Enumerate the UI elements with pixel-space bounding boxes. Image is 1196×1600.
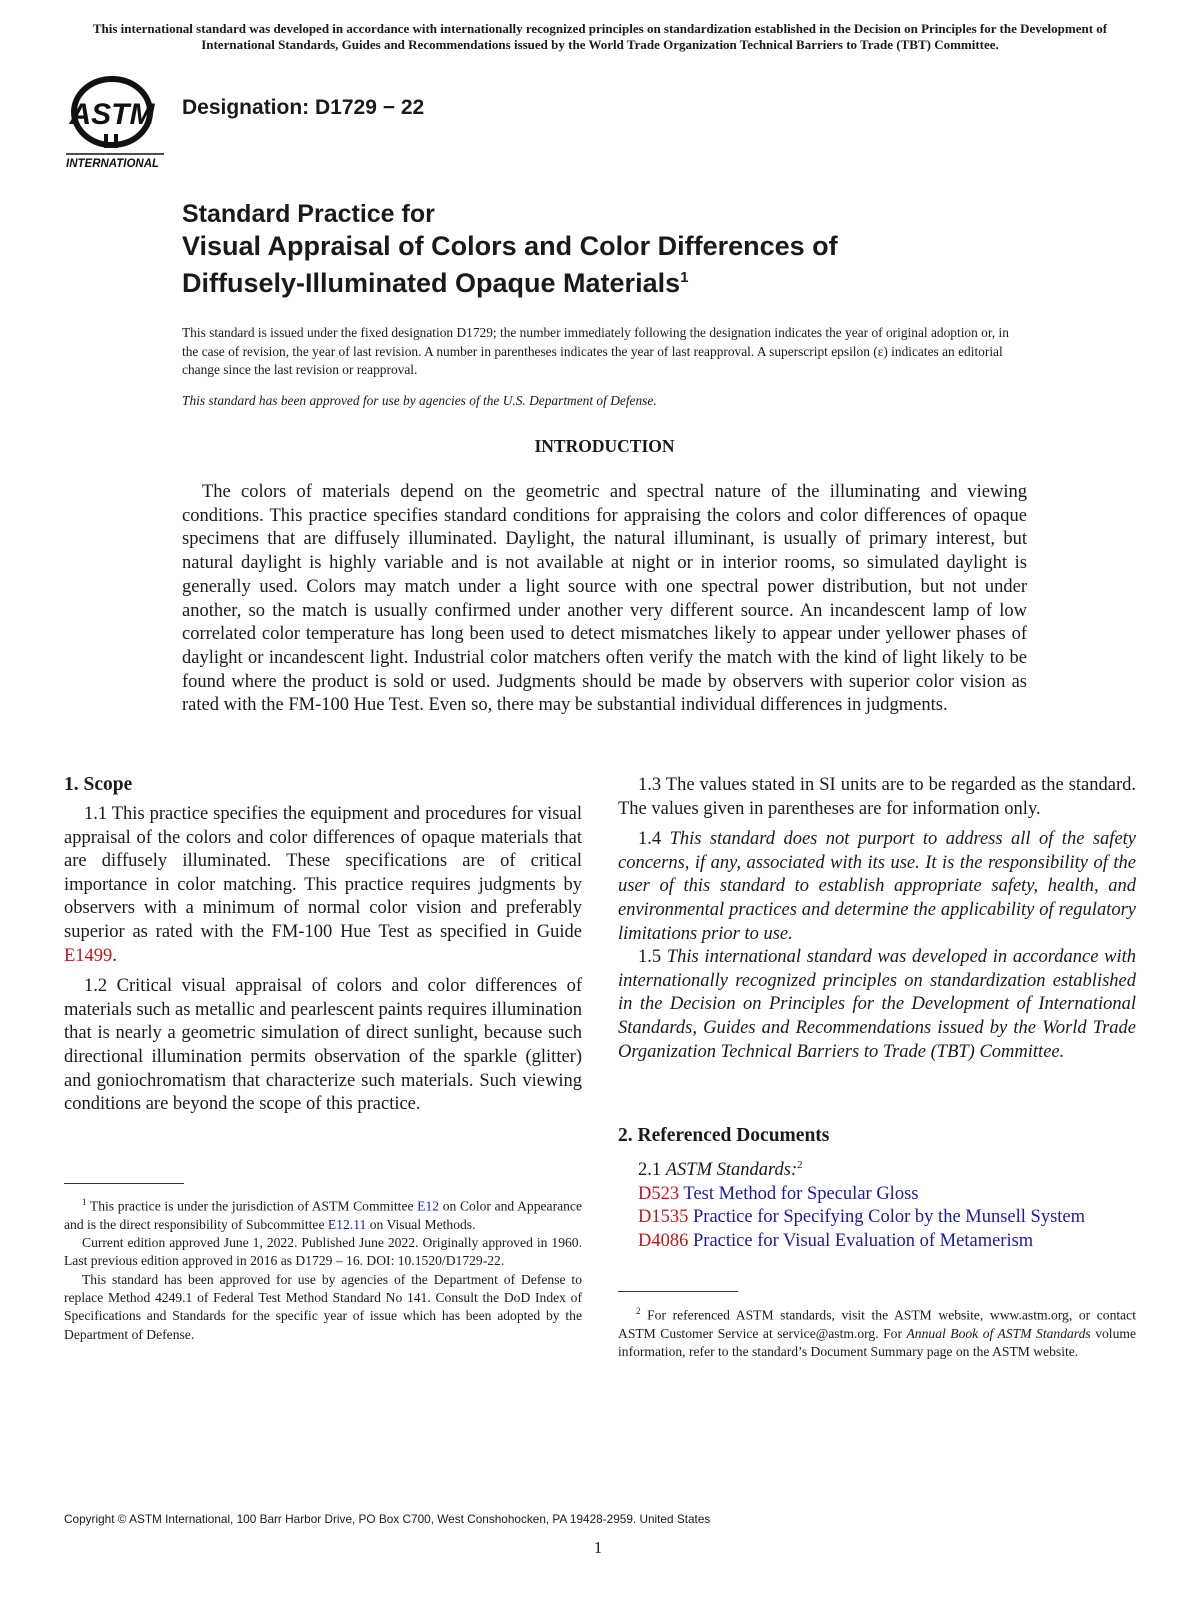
title-line-2: Visual Appraisal of Colors and Color Differences of [182,231,838,261]
footnote-1-text-b: on Color and Appearance and is the direct responsibility of Subcommittee [64,1198,582,1232]
footnote-rule [64,1183,184,1184]
footnote-1-marker: 1 [82,1197,87,1207]
reference-code[interactable]: D4086 [638,1230,689,1251]
astm-standards-label [618,1154,1136,1183]
scope-paragraph-1-5 [618,946,1136,1064]
footnote-2-text-a: For referenced ASTM standards, visit the ASTM website, www.astm.org, or contact ASTM Customer Service at service@astm.org. For [618,1307,1136,1341]
footnote-2 [618,1302,1136,1361]
introduction-text: The colors of materials depend on the geometric and spectral nature of the illuminating and viewing conditions. This practice specifies standard conditions for appraising the colors and color differences of opaque specimens that are diffusely illuminated. Daylight, the natural illuminant, is usually of primary interest, but natural daylight is highly variable and is not available at night or in interior rooms, so simulated daylight is generally used. Colors may match under a light source with one spectral power distribution, but not under another, so the match is usually confirmed under another very different source. An incandescent lamp of low correlated color temperature has long been used to detect mismatches likely to appear under yellower phases of daylight or incandescent light. Industrial color matchers often verify the match with the kind of light likely to be found where the product is sold or used. Judgments should be made by observers with superior color vision as rated with the FM-100 Hue Test. Even so, there may be substantial individual differences in judgments. [182,482,1027,716]
section-2-1-footnote-marker: 2 [797,1159,803,1171]
title-line-1: Standard Practice for [182,200,435,228]
scope-1-5-text: This international standard was developed in accordance with internationally recognized principles on standardization established in the Decision on Principles for the Development of International Standards, Guides and Recommendations issued by the World Trade Organization Technical Barriers to Trade (TBT) Committee. [618,947,1137,1062]
reference-title[interactable]: Practice for Visual Evaluation of Metamerism [688,1230,1034,1251]
footnote-1-text-a: This practice is under the jurisdiction of ASTM Committee [86,1198,418,1214]
footnote-2-text-b: volume information, refer to the standard’s Document Summary page on the ASTM website. [618,1325,1136,1360]
scope-1-1-end: . [112,945,117,966]
top-notice: This international standard was developed in accordance with internationally recognized principles on standardization established in the Decision on Principles for the Development of International Standards, Guides and Recommendations issued by the World Trade Organization Technical Barriers to Trade (TBT) Committee. [92,21,1108,52]
reference-item[interactable] [618,1183,1136,1207]
scope-1-1-text: 1.1 This practice specifies the equipment and procedures for visual appraisal of the colors and color differences of opaque materials that are diffusely illuminated. These specifications are of critical importance in color matching. This practice requires judgments by observers with a minimum of normal color vision and preferably superior as rated with the FM-100 Hue Test as specified in Guide [64,804,582,942]
footnote-rule [618,1291,738,1292]
scope-heading: 1. Scope [64,774,133,795]
astm-logo-icon [64,72,170,168]
scope-section [64,774,582,1117]
footnote-2-text [618,1302,1136,1361]
title-footnote-marker: 1 [680,269,689,286]
page-number: 1 [593,1538,603,1557]
scope-1-4-number: 1.4 [638,829,670,850]
scope-1-4-text: This standard does not purport to address all of the safety concerns, if any, associated with its use. It is the responsibility of the user of this standard to establish appropriate safety, health, and environmental practices and determine the applicability of regulatory limitations prior to use. [618,829,1137,944]
introduction-heading: INTRODUCTION [534,436,675,456]
link-e12[interactable]: E12 [417,1198,440,1214]
link-e12-11[interactable]: E12.11 [327,1216,367,1232]
footnote-1-text-c: on Visual Methods. [366,1216,476,1232]
scope-paragraph-1-1 [64,803,582,968]
footnote-1-jurisdiction [64,1193,582,1234]
footnote-2-marker: 2 [636,1306,641,1316]
reference-title[interactable]: Practice for Specifying Color by the Munsell System [688,1207,1086,1228]
reference-title[interactable]: Test Method for Specular Gloss [679,1183,919,1204]
dod-note: This standard has been approved for use by agencies of the U.S. Department of Defense. [182,393,657,408]
title-line-3-text: Diffusely-Illuminated Opaque Materials [182,268,681,298]
scope-paragraph-1-4 [618,828,1136,946]
issue-note: This standard is issued under the fixed designation D1729; the number immediately following the designation indicates the year of original adoption or, in the case of revision, the year of last revision. A number in parentheses indicates the year of last reapproval. A superscript epsilon (ε) indicates an editorial change since the last revision or reapproval. [182,325,1009,377]
footnote-1 [64,1193,582,1344]
link-e1499[interactable]: E1499 [64,945,113,966]
logo-text: ASTM [69,98,155,131]
copyright: Copyright © ASTM International, 100 Barr Harbor Drive, PO Box C700, West Conshohocken, PA 19428-2959. United States [64,1512,711,1526]
title-line-3 [182,262,1082,299]
section-2-1-label: ASTM Standards: [665,1160,798,1181]
logo-subtitle: INTERNATIONAL [66,158,160,168]
scope-paragraph-1-3: 1.3 The values stated in SI units are to be regarded as the standard. The values given in parentheses are for information only. [618,775,1136,819]
reference-item[interactable] [618,1206,1136,1230]
section-2-1-number: 2.1 [638,1160,666,1181]
astm-logo [64,72,170,168]
document-title [182,199,1082,299]
scope-continued [618,774,1136,1064]
footnote-1-edition: Current edition approved June 1, 2022. Published June 2022. Originally approved in 1960. Last previous edition approved in 2016 as D1729 – 16. DOI: 10.1520/D1729-22. [64,1235,582,1269]
designation: Designation: D1729 − 22 [182,96,425,119]
reference-item[interactable] [618,1230,1136,1254]
reference-code[interactable]: D1535 [638,1207,689,1228]
referenced-documents-heading: 2. Referenced Documents [618,1125,830,1146]
referenced-documents-section [618,1125,1136,1254]
footnote-1-dod: This standard has been approved for use by agencies of the Department of Defense to replace Method 4249.1 of Federal Test Method Standard No 141. Consult the DoD Index of Specifications and Standards for the specific year of issue which has been adopted by the Department of Defense. [64,1271,582,1342]
scope-1-5-number: 1.5 [638,947,667,968]
scope-paragraph-1-2: 1.2 Critical visual appraisal of colors and color differences of materials such as metallic and pearlescent paints requires illumination that is nearly a geometric simulation of direct sunlight, because such directional illumination permits observation of the sparkle (glitter) and goniochromatism that characterize such materials. Such viewing conditions are beyond the scope of this practice. [64,976,582,1115]
footnote-2-italic: Annual Book of ASTM Standards [906,1325,1091,1341]
reference-code[interactable]: D523 [638,1183,680,1204]
